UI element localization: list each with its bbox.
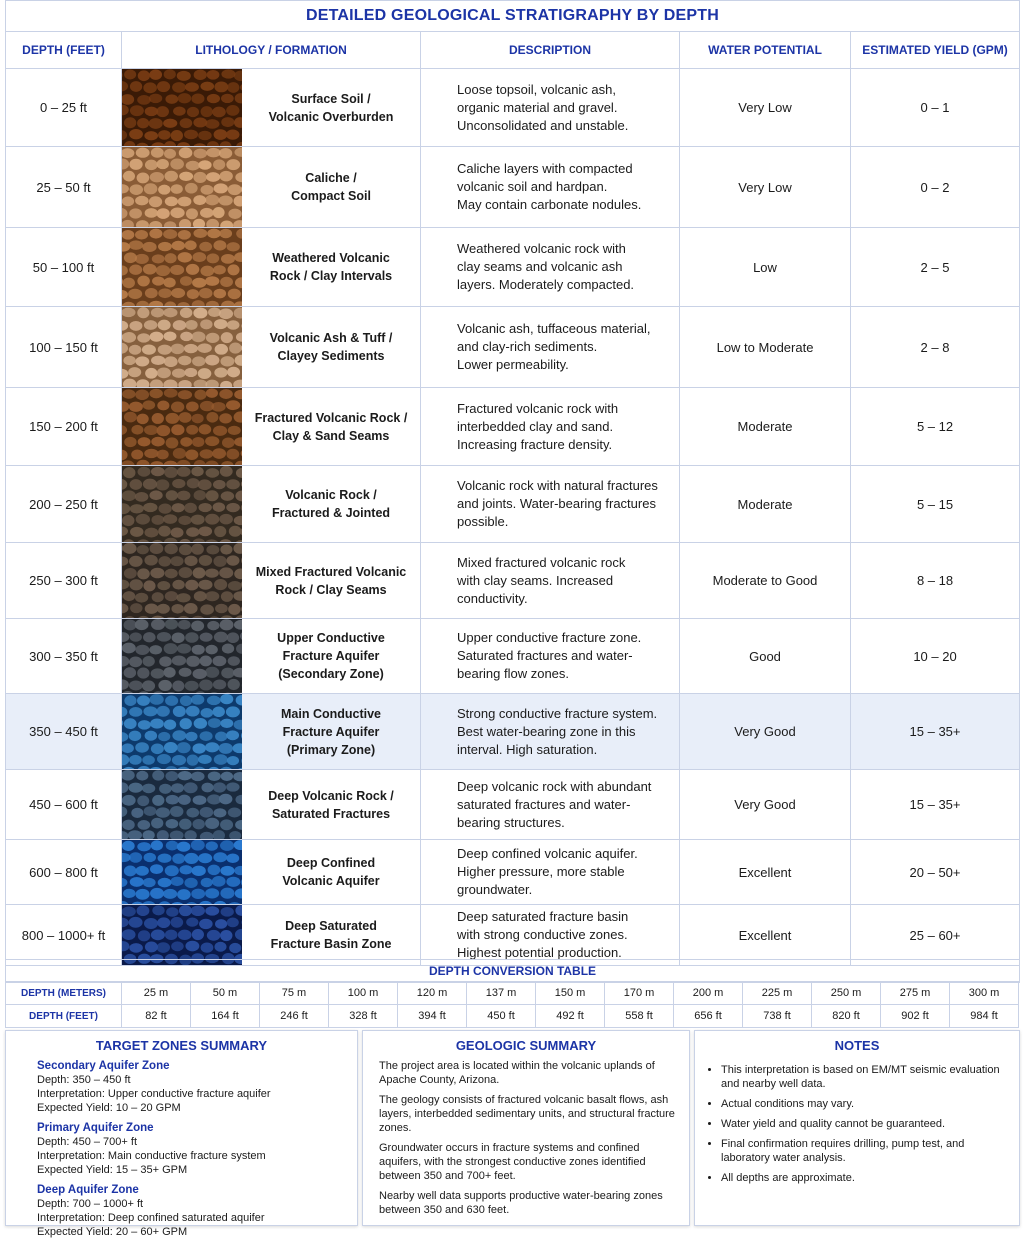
meters-value: 150 m [536,982,605,1005]
depth-cell: 0 – 25 ft [6,69,122,147]
description-cell [421,905,680,966]
description-line: May contain carbonate nodules. [457,196,679,214]
header-estimated-yield: ESTIMATED YIELD (GPM) [851,32,1020,69]
formation-line: (Primary Zone) [248,741,414,759]
lithology-image-cell [122,619,242,694]
description-cell [421,466,680,543]
description-line: interval. High saturation. [457,741,679,759]
formation-line: (Secondary Zone) [248,665,414,683]
conversion-table [5,981,1019,1028]
stratigraphy-row [6,543,1020,619]
description-line: volcanic soil and hardpan. [457,178,679,196]
header-lithology: LITHOLOGY / FORMATION [122,32,421,69]
water-potential-cell: Excellent [680,840,851,905]
description-cell [421,770,680,840]
description-cell [421,543,680,619]
header-depth: DEPTH (FEET) [6,32,122,69]
water-potential-cell: Low [680,228,851,307]
formation-line: Weathered Volcanic [248,249,414,267]
feet-value: 246 ft [260,1005,329,1028]
target-zones-list [6,1059,357,1239]
estimated-yield-cell: 10 – 20 [851,619,1020,694]
note-item: • Actual conditions may vary. [721,1097,1011,1111]
rock-texture-swatch [122,228,242,306]
description-line: bearing structures. [457,814,679,832]
stratigraphy-row [6,228,1020,307]
target-zone-name: Secondary Aquifer Zone [37,1059,357,1073]
estimated-yield-cell: 8 – 18 [851,543,1020,619]
formation-cell [242,840,421,905]
notes-list [705,1063,1011,1185]
description-line: Upper conductive fracture zone. [457,629,679,647]
page-title: DETAILED GEOLOGICAL STRATIGRAPHY BY DEPTH [5,0,1020,31]
formation-cell [242,69,421,147]
target-zone-line: Depth: 700 – 1000+ ft [37,1197,357,1211]
lithology-image-cell [122,543,242,619]
note-item: • Final confirmation requires drilling, pump test, and laboratory water analysis. [721,1137,1011,1165]
water-potential-cell: Excellent [680,905,851,966]
description-line: clay seams and volcanic ash [457,258,679,276]
stratigraphy-row [6,694,1020,770]
description-line: Volcanic rock with natural fractures [457,477,679,495]
description-line: organic material and gravel. [457,99,679,117]
stratigraphy-body [6,69,1020,966]
rock-texture-swatch [122,543,242,618]
description-line: bearing flow zones. [457,665,679,683]
estimated-yield-cell: 25 – 60+ [851,905,1020,966]
description-line: with strong conductive zones. [457,926,679,944]
description-line: layers. Moderately compacted. [457,276,679,294]
description-line: Higher pressure, more stable [457,863,679,881]
formation-line: Caliche / [248,169,414,187]
target-zone-line: Expected Yield: 10 – 20 GPM [37,1101,357,1115]
target-zone [37,1059,357,1115]
target-zone-line: Depth: 350 – 450 ft [37,1073,357,1087]
description-line: Deep saturated fracture basin [457,908,679,926]
lithology-image-cell [122,770,242,840]
target-zone-line: Expected Yield: 15 – 35+ GPM [37,1163,357,1177]
formation-line: Deep Confined [248,854,414,872]
feet-value: 328 ft [329,1005,398,1028]
summary-paragraph: Nearby well data supports productive water-bearing zones between 350 and 630 feet. [379,1189,677,1217]
formation-line: Fractured Volcanic Rock / [248,409,414,427]
formation-line: Saturated Fractures [248,805,414,823]
table-header-row [6,32,1020,69]
meters-value: 250 m [812,982,881,1005]
target-zone-line: Interpretation: Main conductive fracture system [37,1149,357,1163]
stratigraphy-row [6,619,1020,694]
depth-cell: 25 – 50 ft [6,147,122,228]
stratigraphy-row [6,905,1020,966]
formation-cell [242,388,421,466]
description-cell [421,388,680,466]
formation-line: Fractured & Jointed [248,504,414,522]
rock-texture-swatch [122,694,242,769]
estimated-yield-cell: 15 – 35+ [851,770,1020,840]
meters-value: 275 m [881,982,950,1005]
formation-line: Rock / Clay Seams [248,581,414,599]
estimated-yield-cell: 0 – 2 [851,147,1020,228]
rock-texture-swatch [122,69,242,146]
rock-texture-swatch [122,619,242,693]
formation-line: Upper Conductive [248,629,414,647]
formation-line: Fracture Aquifer [248,723,414,741]
feet-value: 902 ft [881,1005,950,1028]
description-line: Increasing fracture density. [457,436,679,454]
lithology-image-cell [122,228,242,307]
feet-value: 450 ft [467,1005,536,1028]
target-zone-name: Primary Aquifer Zone [37,1121,357,1135]
formation-line: Volcanic Overburden [248,108,414,126]
water-potential-cell: Very Low [680,69,851,147]
formation-cell [242,619,421,694]
depth-cell: 350 – 450 ft [6,694,122,770]
water-potential-cell: Moderate [680,388,851,466]
description-line: Strong conductive fracture system. [457,705,679,723]
description-line: Weathered volcanic rock with [457,240,679,258]
feet-value: 164 ft [191,1005,260,1028]
formation-line: Main Conductive [248,705,414,723]
formation-cell [242,147,421,228]
formation-line: Volcanic Aquifer [248,872,414,890]
description-cell [421,147,680,228]
water-potential-cell: Moderate [680,466,851,543]
feet-value: 984 ft [950,1005,1019,1028]
water-potential-cell: Very Good [680,694,851,770]
depth-cell: 600 – 800 ft [6,840,122,905]
lithology-image-cell [122,466,242,543]
formation-line: Clay & Sand Seams [248,427,414,445]
water-potential-cell: Very Good [680,770,851,840]
formation-line: Surface Soil / [248,90,414,108]
estimated-yield-cell: 2 – 8 [851,307,1020,388]
feet-value: 492 ft [536,1005,605,1028]
description-line: Volcanic ash, tuffaceous material, [457,320,679,338]
meters-value: 200 m [674,982,743,1005]
stratigraphy-row [6,770,1020,840]
feet-value: 656 ft [674,1005,743,1028]
formation-cell [242,466,421,543]
estimated-yield-cell: 2 – 5 [851,228,1020,307]
conversion-row-feet [6,1005,1019,1028]
meters-label: DEPTH (METERS) [6,982,122,1005]
meters-value: 170 m [605,982,674,1005]
description-line: Lower permeability. [457,356,679,374]
water-potential-cell: Moderate to Good [680,543,851,619]
formation-line: Fracture Basin Zone [248,935,414,953]
target-zone-line: Depth: 450 – 700+ ft [37,1135,357,1149]
water-potential-cell: Very Low [680,147,851,228]
target-zone [37,1183,357,1239]
geologic-summary-title: GEOLOGIC SUMMARY [363,1031,689,1053]
formation-line: Compact Soil [248,187,414,205]
depth-cell: 450 – 600 ft [6,770,122,840]
depth-cell: 100 – 150 ft [6,307,122,388]
description-line: and clay-rich sediments. [457,338,679,356]
meters-value: 120 m [398,982,467,1005]
stratigraphy-row [6,840,1020,905]
note-item: • All depths are approximate. [721,1171,1011,1185]
formation-line: Deep Saturated [248,917,414,935]
depth-cell: 200 – 250 ft [6,466,122,543]
description-line: Deep confined volcanic aquifer. [457,845,679,863]
depth-cell: 300 – 350 ft [6,619,122,694]
formation-cell [242,905,421,966]
description-line: conductivity. [457,590,679,608]
lithology-image-cell [122,147,242,228]
formation-line: Clayey Sediments [248,347,414,365]
formation-cell [242,228,421,307]
formation-line: Volcanic Ash & Tuff / [248,329,414,347]
description-line: saturated fractures and water- [457,796,679,814]
formation-cell [242,543,421,619]
target-zone-line: Interpretation: Upper conductive fracture aquifer [37,1087,357,1101]
description-line: groundwater. [457,881,679,899]
formation-cell [242,307,421,388]
formation-line: Mixed Fractured Volcanic [248,563,414,581]
description-line: with clay seams. Increased [457,572,679,590]
description-line: Unconsolidated and unstable. [457,117,679,135]
meters-value: 300 m [950,982,1019,1005]
target-zone-line: Interpretation: Deep confined saturated aquifer [37,1211,357,1225]
estimated-yield-cell: 15 – 35+ [851,694,1020,770]
stratigraphy-row [6,69,1020,147]
description-cell [421,69,680,147]
rock-texture-swatch [122,905,242,965]
description-line: Best water-bearing zone in this [457,723,679,741]
meters-value: 225 m [743,982,812,1005]
estimated-yield-cell: 20 – 50+ [851,840,1020,905]
target-zone [37,1121,357,1177]
formation-line: Deep Volcanic Rock / [248,787,414,805]
lithology-image-cell [122,905,242,966]
meters-value: 100 m [329,982,398,1005]
rock-texture-swatch [122,307,242,387]
description-cell [421,307,680,388]
meters-value: 25 m [122,982,191,1005]
depth-cell: 250 – 300 ft [6,543,122,619]
notes-panel [694,1030,1020,1226]
lithology-image-cell [122,694,242,770]
water-potential-cell: Good [680,619,851,694]
header-water-potential: WATER POTENTIAL [680,32,851,69]
lithology-image-cell [122,307,242,388]
estimated-yield-cell: 5 – 12 [851,388,1020,466]
rock-texture-swatch [122,147,242,227]
summary-paragraph: Groundwater occurs in fracture systems and confined aquifers, with the strongest conductive zones identified between 350 and 700+ feet. [379,1141,677,1183]
stratigraphy-row [6,466,1020,543]
conversion-table-title: DEPTH CONVERSION TABLE [5,959,1020,983]
description-line: Fractured volcanic rock with [457,400,679,418]
stratigraphy-row [6,388,1020,466]
header-description: DESCRIPTION [421,32,680,69]
note-item: • Water yield and quality cannot be guaranteed. [721,1117,1011,1131]
formation-line: Fracture Aquifer [248,647,414,665]
formation-line: Rock / Clay Intervals [248,267,414,285]
lithology-image-cell [122,69,242,147]
description-cell [421,840,680,905]
formation-cell [242,770,421,840]
stratigraphy-row [6,147,1020,228]
feet-label: DEPTH (FEET) [6,1005,122,1028]
rock-texture-swatch [122,388,242,465]
stratigraphy-row [6,307,1020,388]
rock-texture-swatch [122,840,242,904]
note-item: • This interpretation is based on EM/MT seismic evaluation and nearby well data. [721,1063,1011,1091]
feet-value: 394 ft [398,1005,467,1028]
depth-cell: 800 – 1000+ ft [6,905,122,966]
geologic-summary-text [363,1059,689,1217]
rock-texture-swatch [122,770,242,839]
meters-value: 137 m [467,982,536,1005]
target-zones-title: TARGET ZONES SUMMARY [6,1031,357,1053]
description-line: Highest potential production. [457,944,679,962]
depth-cell: 50 – 100 ft [6,228,122,307]
formation-cell [242,694,421,770]
target-zone-line: Expected Yield: 20 – 60+ GPM [37,1225,357,1239]
water-potential-cell: Low to Moderate [680,307,851,388]
description-line: interbedded clay and sand. [457,418,679,436]
target-zone-name: Deep Aquifer Zone [37,1183,357,1197]
depth-cell: 150 – 200 ft [6,388,122,466]
description-cell [421,228,680,307]
estimated-yield-cell: 0 – 1 [851,69,1020,147]
feet-value: 820 ft [812,1005,881,1028]
description-line: possible. [457,513,679,531]
feet-value: 558 ft [605,1005,674,1028]
geologic-summary-panel [362,1030,690,1226]
target-zones-panel [5,1030,358,1226]
description-line: Caliche layers with compacted [457,160,679,178]
rock-texture-swatch [122,466,242,542]
meters-value: 50 m [191,982,260,1005]
description-line: Saturated fractures and water- [457,647,679,665]
estimated-yield-cell: 5 – 15 [851,466,1020,543]
meters-value: 75 m [260,982,329,1005]
lithology-image-cell [122,840,242,905]
description-line: and joints. Water-bearing fractures [457,495,679,513]
description-cell [421,619,680,694]
summary-paragraph: The project area is located within the volcanic uplands of Apache County, Arizona. [379,1059,677,1087]
description-line: Deep volcanic rock with abundant [457,778,679,796]
stratigraphy-table [5,31,1020,966]
formation-line: Volcanic Rock / [248,486,414,504]
description-line: Loose topsoil, volcanic ash, [457,81,679,99]
conversion-row-meters [6,982,1019,1005]
summary-paragraph: The geology consists of fractured volcanic basalt flows, ash layers, interbedded sedimentary units, and structural fracture zones. [379,1093,677,1135]
description-line: Mixed fractured volcanic rock [457,554,679,572]
feet-value: 738 ft [743,1005,812,1028]
feet-value: 82 ft [122,1005,191,1028]
lithology-image-cell [122,388,242,466]
notes-title: NOTES [695,1031,1019,1053]
description-cell [421,694,680,770]
